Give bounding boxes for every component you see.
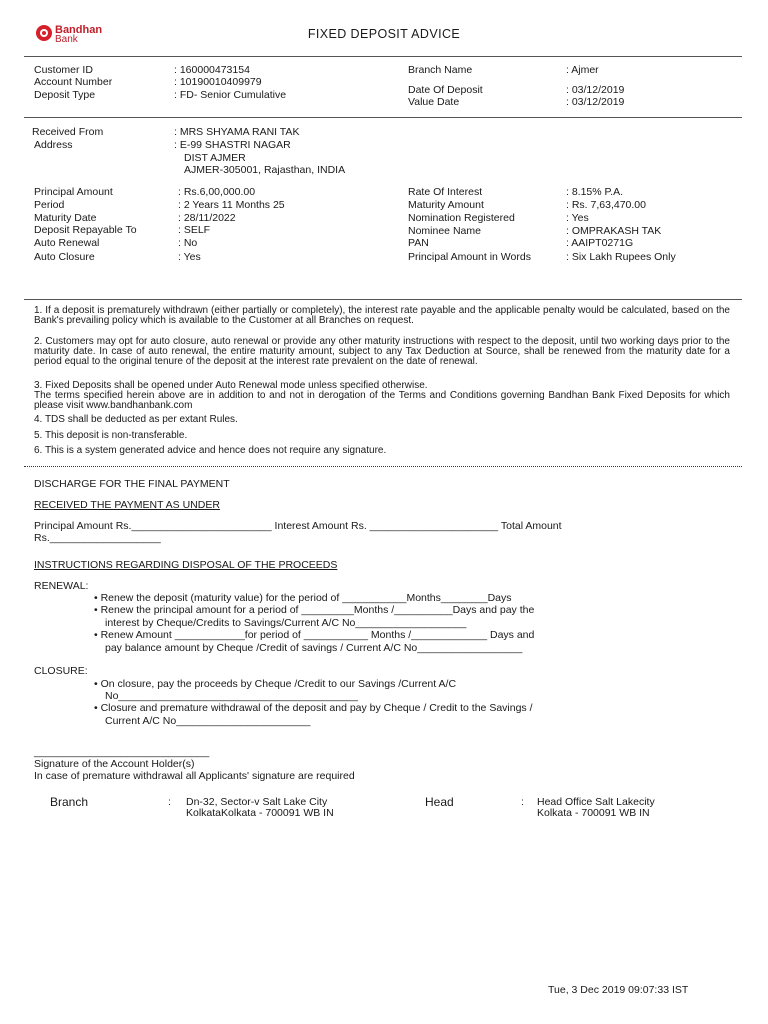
term-3: 3. Fixed Deposits shall be opened under Auto Renewal mode unless specified otherwise. bbox=[34, 380, 428, 391]
amounts-line: Principal Amount Rs.________________________ Interest Amount Rs. ______________________ Total Amount bbox=[34, 520, 562, 532]
head-address-1: Head Office Salt Lakecity bbox=[537, 796, 655, 808]
renewal-label: RENEWAL: bbox=[34, 580, 89, 592]
date-of-deposit-value: : 03/12/2019 bbox=[566, 84, 625, 96]
rate-of-interest-value: : 8.15% P.A. bbox=[566, 186, 624, 198]
signature-note: In case of premature withdrawal all Applicants' signature are required bbox=[34, 770, 355, 782]
pan-label: PAN bbox=[408, 237, 429, 249]
address-line-1: : E-99 SHASTRI NAGAR bbox=[174, 139, 291, 151]
generated-timestamp: Tue, 3 Dec 2019 09:07:33 IST bbox=[548, 984, 689, 996]
closure-option-2-cont: Current A/C No_______________________ bbox=[105, 715, 311, 727]
renewal-option-3-cont: pay balance amount by Cheque /Credit of savings / Current A/C No__________________ bbox=[105, 642, 523, 654]
received-payment-heading: RECEIVED THE PAYMENT AS UNDER bbox=[34, 499, 220, 511]
signature-label: Signature of the Account Holder(s) bbox=[34, 758, 195, 770]
branch-name-value: : Ajmer bbox=[566, 64, 599, 76]
customer-id-label: Customer ID bbox=[34, 64, 93, 76]
amount-in-words-value: : Six Lakh Rupees Only bbox=[566, 251, 676, 263]
head-label: Head bbox=[425, 795, 454, 809]
address-line-3: AJMER-305001, Rajasthan, INDIA bbox=[184, 164, 346, 176]
renewal-option-3: • Renew Amount ____________for period of ___________ Months /_____________ Days and bbox=[94, 629, 535, 641]
term-1: 1. If a deposit is prematurely withdrawn (either partially or completely), the interest rate payable and the applicable penalty would be calculated, based on the Bank's prevailing policy which is available to the Customer at all Branches on request. bbox=[34, 305, 730, 327]
deposit-repayable-label: Deposit Repayable To bbox=[34, 224, 137, 236]
address-line-2: DIST AJMER bbox=[184, 152, 246, 164]
closure-label: CLOSURE: bbox=[34, 665, 88, 677]
term-3-note: The terms specified herein above are in addition to and not in derogation of the Terms and Conditions governing Bandhan Bank Fixed Deposits for which please visit www.bandhanbank.com bbox=[34, 390, 730, 412]
renewal-option-2-cont: interest by Cheque/Credits to Savings/Current A/C No___________________ bbox=[105, 617, 467, 629]
maturity-date-label: Maturity Date bbox=[34, 212, 97, 224]
principal-amount-value: : Rs.6,00,000.00 bbox=[178, 186, 256, 198]
nomination-registered-value: : Yes bbox=[566, 212, 589, 224]
discharge-heading: DISCHARGE FOR THE FINAL PAYMENT bbox=[34, 478, 230, 490]
instructions-heading: INSTRUCTIONS REGARDING DISPOSAL OF THE PROCEEDS bbox=[34, 559, 338, 571]
brand-name: Bandhan bbox=[55, 24, 103, 36]
divider bbox=[24, 56, 742, 57]
nomination-registered-label: Nomination Registered bbox=[408, 212, 515, 224]
head-address-2: Kolkata - 700091 WB IN bbox=[537, 807, 650, 819]
auto-closure-label: Auto Closure bbox=[34, 251, 95, 263]
received-from-label: Received From bbox=[32, 126, 104, 138]
deposit-type-label: Deposit Type bbox=[34, 89, 96, 101]
closure-option-2: • Closure and premature withdrawal of the deposit and pay by Cheque / Credit to the Savings / bbox=[94, 702, 533, 714]
account-number-value: : 10190010409979 bbox=[174, 76, 262, 88]
maturity-amount-value: : Rs. 7,63,470.00 bbox=[566, 199, 646, 211]
amounts-line-2: Rs.___________________ bbox=[34, 532, 161, 544]
renewal-option-1: • Renew the deposit (maturity value) for the period of ___________Months________Days bbox=[94, 592, 512, 604]
auto-renewal-value: : No bbox=[178, 237, 198, 249]
maturity-amount-label: Maturity Amount bbox=[408, 199, 484, 211]
maturity-date-value: : 28/11/2022 bbox=[178, 212, 236, 224]
divider bbox=[24, 299, 742, 300]
auto-closure-value: : Yes bbox=[178, 251, 201, 263]
received-from-value: : MRS SHYAMA RANI TAK bbox=[174, 126, 300, 138]
nominee-name-value: : OMPRAKASH TAK bbox=[566, 225, 662, 237]
address-label: Address bbox=[34, 139, 73, 151]
branch-colon: : bbox=[168, 796, 171, 808]
amount-in-words-label: Principal Amount in Words bbox=[408, 251, 531, 263]
nominee-name-label: Nominee Name bbox=[408, 225, 481, 237]
dotted-divider bbox=[24, 466, 742, 467]
deposit-repayable-value: : SELF bbox=[178, 224, 211, 236]
branch-address-2: KolkataKolkata - 700091 WB IN bbox=[186, 807, 334, 819]
term-4: 4. TDS shall be deducted as per extant Rules. bbox=[34, 414, 238, 425]
rate-of-interest-label: Rate Of Interest bbox=[408, 186, 483, 198]
signature-line: ______________________________ bbox=[34, 746, 210, 758]
deposit-type-value: : FD- Senior Cumulative bbox=[174, 89, 287, 101]
value-date-label: Value Date bbox=[408, 96, 460, 108]
pan-value: : AAIPT0271G bbox=[566, 237, 634, 249]
term-6: 6. This is a system generated advice and hence does not require any signature. bbox=[34, 445, 387, 456]
principal-amount-label: Principal Amount bbox=[34, 186, 113, 198]
renewal-option-2: • Renew the principal amount for a period of _________Months /__________Days and pay the bbox=[94, 604, 535, 616]
branch-label: Branch bbox=[50, 795, 89, 809]
term-5: 5. This deposit is non-transferable. bbox=[34, 430, 188, 441]
head-colon: : bbox=[521, 796, 524, 808]
closure-option-1: • On closure, pay the proceeds by Cheque /Credit to our Savings /Current A/C bbox=[94, 678, 457, 690]
closure-option-1-cont: No_________________________________________ bbox=[105, 690, 358, 702]
page-title: FIXED DEPOSIT ADVICE bbox=[307, 27, 461, 41]
period-value: : 2 Years 11 Months 25 bbox=[178, 199, 285, 211]
term-2: 2. Customers may opt for auto closure, auto renewal or provide any other maturity instructions with respect to the deposit, until two working days prior to the maturity date. In case of auto renewal, the entire maturity amount, subject to any Tax Deduction at Source, shall be renewed from the maturity date for a period equal to the original tenure of the deposit at the interest rate prevalent on the date of renewal. bbox=[34, 336, 730, 368]
branch-address-1: Dn-32, Sector-v Salt Lake City bbox=[186, 796, 328, 808]
account-number-label: Account Number bbox=[34, 76, 113, 88]
auto-renewal-label: Auto Renewal bbox=[34, 237, 100, 249]
customer-id-value: : 160000473154 bbox=[174, 64, 250, 76]
value-date-value: : 03/12/2019 bbox=[566, 96, 625, 108]
date-of-deposit-label: Date Of Deposit bbox=[408, 84, 483, 96]
period-label: Period bbox=[34, 199, 65, 211]
branch-name-label: Branch Name bbox=[408, 64, 473, 76]
brand-sub: Bank bbox=[55, 34, 78, 45]
divider bbox=[24, 117, 742, 118]
